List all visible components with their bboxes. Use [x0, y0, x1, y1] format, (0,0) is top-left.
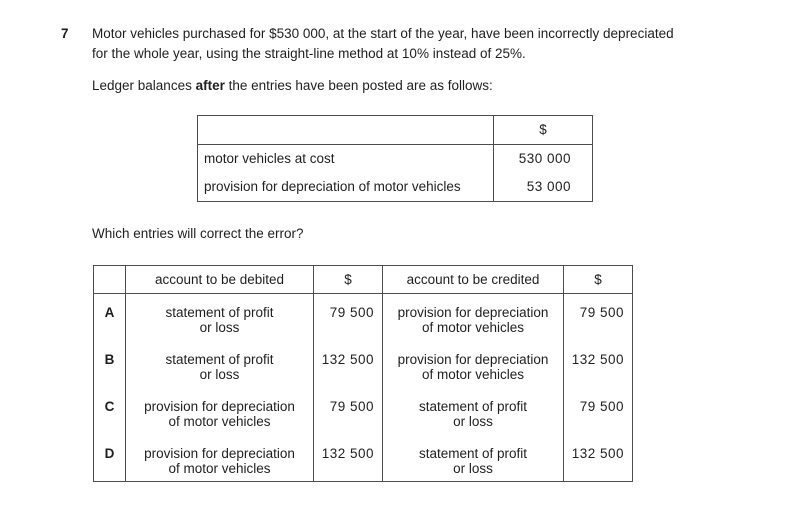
- credit-account-line-2: of motor vehicles: [421, 366, 525, 382]
- ledger-row-motor-vehicles-at-cost: [198, 145, 593, 174]
- debit-account-line-1: statement of profit: [165, 351, 274, 367]
- debit-account-line-1: provision for depreciation: [144, 398, 295, 414]
- option-letter: D: [104, 445, 115, 461]
- credit-account-cell: [383, 294, 564, 341]
- options-header-row: [94, 266, 633, 294]
- debit-account-line-1: provision for depreciation: [144, 445, 295, 461]
- debit-account-cell: [126, 294, 314, 341]
- debit-account-line-2: or loss: [199, 366, 240, 382]
- credit-account-line-1: statement of profit: [418, 445, 528, 461]
- option-row-b: [94, 341, 633, 388]
- credit-amount: 79 500: [564, 388, 633, 435]
- options-header-credit-dollar: $: [564, 266, 633, 294]
- credit-account-line-1: provision for depreciation: [397, 351, 549, 367]
- options-header-credit-account: account to be credited: [383, 266, 564, 294]
- ledger-header-dollar: $: [494, 116, 593, 145]
- credit-account-line-1: provision for depreciation: [397, 305, 549, 320]
- ledger-header-row: [198, 116, 593, 145]
- debit-amount: 79 500: [314, 294, 383, 341]
- question-prompt: Which entries will correct the error?: [92, 226, 304, 241]
- ledger-account-name: motor vehicles at cost: [204, 151, 335, 166]
- debit-amount: 132 500: [314, 435, 383, 482]
- ledger-intro-post: the entries have been posted are as follows:: [224, 78, 493, 93]
- options-header-debit-dollar: $: [314, 266, 383, 294]
- option-letter: A: [104, 305, 115, 320]
- debit-amount: 79 500: [314, 388, 383, 435]
- ledger-intro-bold-word: after: [195, 78, 225, 93]
- answer-options-table: [93, 265, 633, 482]
- debit-account-cell: [126, 341, 314, 388]
- debit-account-line-2: or loss: [199, 320, 240, 335]
- ledger-account-name: provision for depreciation of motor vehicles: [204, 179, 461, 194]
- ledger-account-amount: 530 000: [494, 145, 593, 174]
- options-header-debit-account: account to be debited: [126, 266, 314, 294]
- credit-amount: 132 500: [564, 435, 633, 482]
- ledger-intro-sentence: [92, 76, 493, 96]
- debit-account-cell: [126, 435, 314, 482]
- question-text-line-2: for the whole year, using the straight-line method at 10% instead of 25%.: [92, 46, 526, 61]
- debit-account-cell: [126, 388, 314, 435]
- question-text: [92, 24, 674, 64]
- credit-account-cell: [383, 435, 564, 482]
- ledger-header-account-blank: [198, 116, 494, 145]
- ledger-balances-table: [197, 115, 593, 202]
- debit-account-line-2: of motor vehicles: [168, 460, 271, 476]
- ledger-row-provision-for-depreciation: [198, 173, 593, 202]
- credit-account-cell: [383, 341, 564, 388]
- option-letter: C: [104, 398, 115, 414]
- debit-account-line-2: of motor vehicles: [168, 413, 271, 429]
- options-header-letter-blank: [94, 266, 126, 294]
- credit-account-line-2: or loss: [453, 413, 493, 429]
- question-number: 7: [61, 26, 69, 41]
- question-text-line-1: Motor vehicles purchased for $530 000, at the start of the year, have been incorrectly depreciated: [92, 26, 674, 41]
- credit-account-line-2: or loss: [453, 460, 493, 476]
- credit-account-cell: [383, 388, 564, 435]
- ledger-account-amount: 53 000: [494, 173, 593, 202]
- credit-amount: 132 500: [564, 341, 633, 388]
- debit-amount: 132 500: [314, 341, 383, 388]
- ledger-intro-pre: Ledger balances: [92, 78, 196, 93]
- option-row-a: [94, 294, 633, 341]
- option-letter: B: [104, 351, 115, 367]
- credit-amount: 79 500: [564, 294, 633, 341]
- option-row-d: [94, 435, 633, 482]
- debit-account-line-1: statement of profit: [165, 305, 274, 320]
- option-row-c: [94, 388, 633, 435]
- credit-account-line-1: statement of profit: [418, 398, 528, 414]
- credit-account-line-2: of motor vehicles: [421, 320, 525, 335]
